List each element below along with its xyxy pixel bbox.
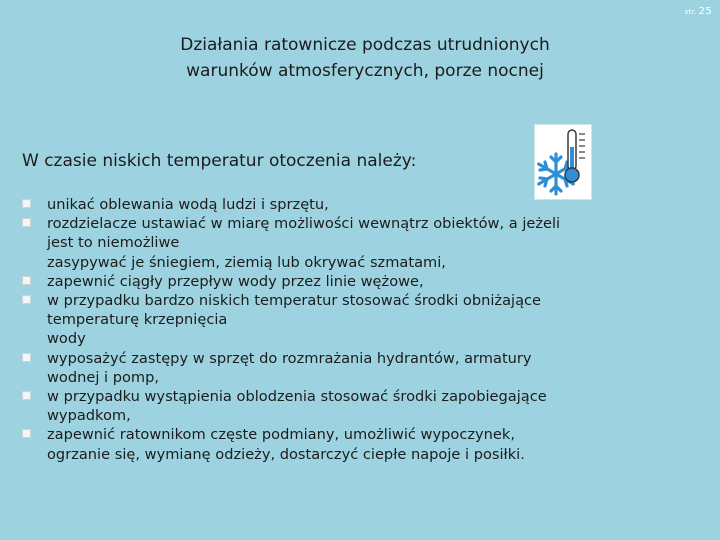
list-item-text: w przypadku wystąpienia oblodzenia stosować środki zapobiegające (47, 388, 547, 406)
snowflake-thermometer-icon (534, 124, 592, 200)
bullet-icon (22, 199, 31, 208)
list-item-text: wyposażyć zastępy w sprzęt do rozmrażania hydrantów, armatury (47, 349, 532, 367)
page-number-value: 25 (698, 6, 712, 17)
bullet-icon (22, 295, 31, 304)
list-item-text: zapewnić ciągły przepływ wody przez linie wężowe, (47, 272, 424, 290)
page-number-prefix: str. (684, 8, 697, 16)
bullet-icon (22, 391, 31, 400)
list-item-text: rozdzielacze ustawiać w miarę możliwości wewnątrz obiektów, a jeżeli (47, 215, 561, 233)
list-item-text: wody (47, 330, 86, 348)
list-item (22, 291, 702, 349)
list-item-text: wodnej i pomp, (47, 368, 160, 386)
slide-title-line-2: warunków atmosferycznych, porze nocnej (186, 61, 544, 81)
list-item (22, 195, 702, 214)
thermometer-icon (565, 130, 585, 182)
slide-title-line-1: Działania ratownicze podczas utrudnionych (180, 35, 550, 55)
bullet-icon (22, 429, 31, 438)
page-number (685, 6, 712, 17)
list-item-text: zapewnić ratownikom częste podmiany, umożliwić wypoczynek, (47, 426, 515, 444)
list-item-text: zasypywać je śniegiem, ziemią lub okrywać szmatami, (47, 253, 446, 271)
list-item-text: ogrzanie się, wymianę odzieży, dostarczyć ciepłe napoje i posiłki. (47, 445, 525, 463)
instruction-list (22, 195, 702, 464)
list-item-text: temperaturę krzepnięcia (47, 311, 228, 329)
list-item (22, 387, 702, 425)
bullet-icon (22, 353, 31, 362)
slide-title (120, 32, 610, 84)
list-item (22, 425, 702, 463)
list-item (22, 349, 702, 387)
bullet-icon (22, 276, 31, 285)
bullet-icon (22, 218, 31, 227)
section-heading: W czasie niskich temperatur otoczenia należy: (22, 151, 417, 171)
list-item-text: wypadkom, (47, 407, 131, 425)
list-item-text: unikać oblewania wodą ludzi i sprzętu, (47, 196, 329, 213)
list-item-text: jest to niemożliwe (47, 234, 180, 252)
list-item-text: w przypadku bardzo niskich temperatur stosować środki obniżające (47, 292, 542, 310)
list-item (22, 214, 702, 272)
list-item (22, 272, 702, 291)
